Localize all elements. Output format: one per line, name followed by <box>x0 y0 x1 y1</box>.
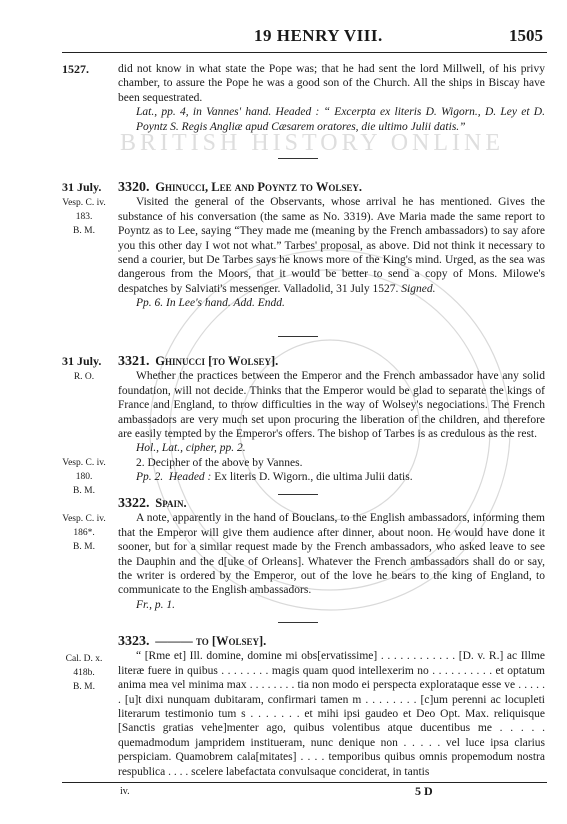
margin-ref: B. M. <box>73 226 95 236</box>
entry-heading: ——— to [Wolsey]. <box>155 634 267 648</box>
entry-3323 <box>118 634 545 779</box>
entry-body: Visited the general of the Observants, whose arrival he has mentioned. Gives the substance of his conversation (the same as No. 3319). Ave Maria made the same report to Poyntz as to Lee, saying “They made me (meaning by the French ambassadors) to say afore you this other day I wot not what.” Tarbes' proposal, as above. Did not think it necessary to send a courier, but De Tarbes says he knows more of the King's mind. Urged, as the sea was dangerous from the Moors, that it would be better to send a copy of Mons. Milowe's despatches by Salviati's messenger. Valladolid, 31 July 1527. <box>118 196 545 295</box>
running-title: 19 HENRY VIII. <box>254 26 383 45</box>
entry-3320 <box>118 180 545 311</box>
header-rule <box>62 52 547 53</box>
separator-rule <box>278 336 318 337</box>
entry-body: A note, apparently in the hand of Bouclans, to the English ambassadors, informing them that the Emperor will give them audience after dinner, about noon. He would have done it sooner, but for a similar request made by the French ambassadors, who asked leave to see the Dauphin and the d[uke of Orleans]. Whatever the French ambassadors shall do or say, the writer is ordered by the Emperor, out of the love he bears to the king of England, to communicate to the English ambassadors. <box>118 512 545 597</box>
running-header <box>0 26 567 50</box>
margin-year <box>58 62 110 78</box>
margin-ref: R. O. <box>73 372 95 382</box>
margin-ref: 180. <box>75 472 93 482</box>
entry-number: 3320. <box>118 180 150 195</box>
entry-number: 3322. <box>118 496 150 511</box>
decipher-text: 2. Decipher of the above by Vannes. <box>136 457 303 469</box>
entry-heading: Ghinucci, Lee and Poyntz to Wolsey. <box>155 180 362 194</box>
entry-3321 <box>118 354 545 456</box>
entry-note: Pp. 6. In Lee's hand. Add. Endd. <box>136 297 285 310</box>
entry-3322 <box>118 496 545 612</box>
entry-note: Hol., Lat., cipher, pp. 2. <box>136 442 246 455</box>
margin-3323 <box>58 652 110 694</box>
entry-date: 31 July. <box>62 354 102 368</box>
margin-ref: 183. <box>75 212 93 222</box>
entry-body: “ [Rme et] Ill. domine, domine mi obs[ervatissime] . . . . . . . . . . . . [D. v. R.] ac Illme literæ fuere in quibus . . . . . . . . magis quam quod intellexerim no . . . . . . . . . . et optatum anima mea vel minima max . . . . . . . . tia non modo ei perspecta explorataque esse ve . . . . . . [u]t dixi nunquam dubitaram, confirmari tamen m . . . . . . . . [c]um perenni ac locupleti literarum testimonio tum s . . . . . . . et mihi ipsi gaudeo et Deo Opt. Max. reliquisque [Sanctis gratias vehe]menter ago, quibus volentibus atque ducentibus me . . . . . quemadmodum jampridem institueram, nunc denique non . . . . . vel luce ipsa clarius perspiciam. Quamobrem cala[mitates] . . . . temporibus quibus omnis propemodum nostra respublica . . . . scelere labefactata convulsaque conciderat, in tantis <box>118 650 545 778</box>
decipher-pp: Pp. 2. <box>136 471 164 484</box>
entry-signed: Signed. <box>401 282 436 295</box>
entry-heading: Spain. <box>155 496 187 510</box>
decipher-headed: Headed : <box>168 471 212 484</box>
watermark-text: BRITISH HISTORY ONLINE <box>120 130 505 156</box>
entry-note: Fr., p. 1. <box>136 598 175 611</box>
entry-date: 31 July. <box>62 180 102 194</box>
continuation-note: Lat., pp. 4, in Vannes' hand. Headed : “ Excerpta ex literis D. Wigorn., D. Ley et D. Poyntz S. Regis Angliæ apud Cæsarem oratores, die ultimo Julii datis.” <box>136 106 545 133</box>
margin-3321 <box>58 354 110 384</box>
continuation-block <box>118 62 545 134</box>
margin-3322 <box>58 512 110 554</box>
year-label: 1527. <box>62 62 89 76</box>
entry-number: 3323. <box>118 634 150 649</box>
margin-ref: Vesp. C. iv. <box>62 198 106 208</box>
margin-ref: Vesp. C. iv. <box>62 514 106 524</box>
margin-ref: Cal. D. x. 418b. <box>65 654 103 678</box>
page-number: 1505 <box>509 26 543 45</box>
entry-body: Whether the practices between the Emperor and the French ambassador have any solid foundation, will not decide. Thinks that the Emperor would be glad to separate the kings of France and England, to throw difficulties in the way of Wolsey's negociations. The French ambassadors are very much set upon procuring the liberation of the children, and therefore are easily tempted by the Emperor's offers. The bishop of Tarbes is as credulous as the rest. <box>118 370 545 441</box>
margin-ref: B. M. <box>73 486 95 496</box>
margin-ref: B. M. <box>73 682 95 692</box>
margin-ref: 186*. <box>73 528 95 538</box>
entry-heading: Ghinucci [to Wolsey]. <box>155 354 279 368</box>
continuation-text: did not know in what state the Pope was; that he had sent the lord Millwell, of his privy chamber, to assure the Pope he was a good son of the Church. All the ships in Biscay have been sequestrated. <box>118 63 545 104</box>
decipher-block <box>118 456 545 485</box>
separator-rule <box>278 494 318 495</box>
margin-decipher <box>58 456 110 498</box>
margin-ref: Vesp. C. iv. <box>62 458 106 468</box>
separator-rule <box>278 622 318 623</box>
footer-rule <box>62 782 547 783</box>
signature-mark-right: 5 D <box>415 784 433 798</box>
margin-ref: B. M. <box>73 542 95 552</box>
signature-mark-left: iv. <box>120 786 130 797</box>
separator-rule <box>278 158 318 159</box>
entry-number: 3321. <box>118 354 150 369</box>
margin-3320 <box>58 180 110 238</box>
decipher-headed-text: Ex literis D. Wigorn., die ultima Julii datis. <box>214 471 413 484</box>
page-footer <box>0 782 567 822</box>
